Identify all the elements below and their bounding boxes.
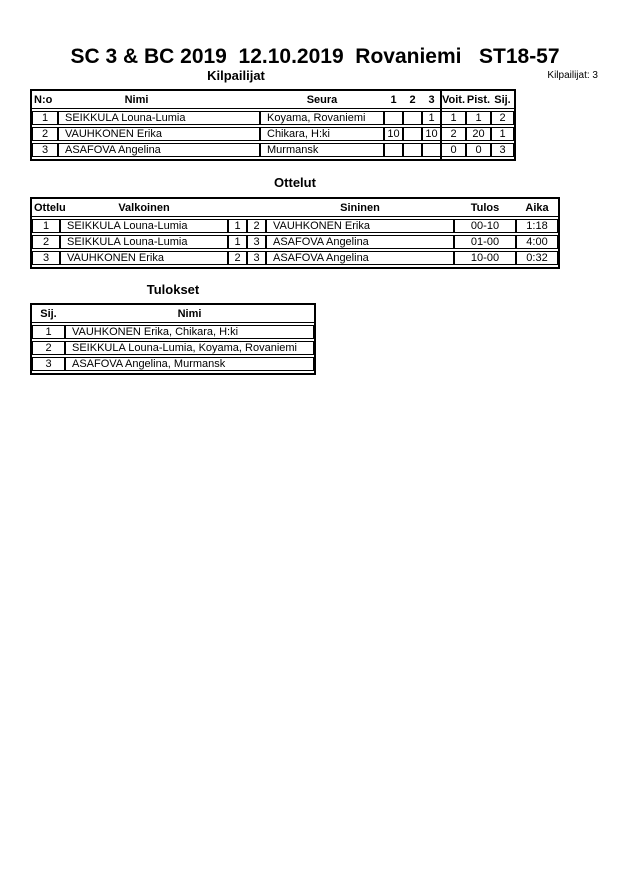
cell-placement: 3 (491, 143, 514, 157)
result-row (32, 357, 314, 371)
col-header-no: N:o (34, 94, 53, 106)
col-header-round2: 2 (409, 94, 416, 106)
col-header-round1: 1 (390, 94, 397, 106)
cell-white-no: 1 (228, 235, 247, 249)
cell-round3: 10 (422, 127, 441, 141)
cell-round1 (384, 143, 403, 157)
col-header-nimi: Nimi (124, 94, 149, 106)
col-header-round3: 3 (428, 94, 435, 106)
col-header-pist: Pist. (466, 94, 491, 106)
col-header-white-no (228, 201, 247, 216)
cell-club: Koyama, Rovaniemi (260, 111, 384, 125)
cell-result: 10-00 (454, 251, 516, 265)
result-row (32, 341, 314, 355)
cell-points: 1 (466, 111, 491, 125)
cell-match-no: 2 (32, 235, 60, 249)
cell-placement: 1 (491, 127, 514, 141)
cell-result: 01-00 (454, 235, 516, 249)
cell-round2 (403, 127, 422, 141)
result-row (32, 325, 314, 339)
cell-no: 2 (32, 127, 58, 141)
cell-points: 20 (466, 127, 491, 141)
cell-name: VAUHKONEN Erika (58, 127, 260, 141)
cell-round3 (422, 143, 441, 157)
match-row (32, 235, 558, 249)
cell-placement: 2 (32, 341, 65, 355)
thick-column-separator (440, 91, 442, 159)
cell-time: 0:32 (516, 251, 558, 265)
cell-no: 3 (32, 143, 58, 157)
cell-white-name: SEIKKULA Louna-Lumia (60, 219, 228, 233)
cell-white-no: 1 (228, 219, 247, 233)
col-header-ottelu: Ottelu (34, 202, 66, 214)
cell-round1 (384, 111, 403, 125)
cell-blue-no: 3 (247, 235, 266, 249)
cell-white-name: SEIKKULA Louna-Lumia (60, 235, 228, 249)
cell-blue-name: ASAFOVA Angelina (266, 251, 454, 265)
cell-name: SEIKKULA Louna-Lumia (58, 111, 260, 125)
section-title-ottelut: Ottelut (274, 175, 316, 190)
col-header-sij: Sij. (40, 308, 57, 320)
cell-blue-no: 2 (247, 219, 266, 233)
cell-round3: 1 (422, 111, 441, 125)
cell-match-no: 3 (32, 251, 60, 265)
cell-blue-name: VAUHKONEN Erika (266, 219, 454, 233)
cell-name-club: ASAFOVA Angelina, Murmansk (65, 357, 314, 371)
results-header-row (32, 307, 314, 323)
cell-wins: 1 (441, 111, 466, 125)
competition-title: SC 3 & BC 2019 12.10.2019 Rovaniemi ST18-57 (70, 45, 560, 68)
cell-wins: 2 (441, 127, 466, 141)
matches-header-row (32, 201, 558, 217)
cell-white-name: VAUHKONEN Erika (60, 251, 228, 265)
cell-match-no: 1 (32, 219, 60, 233)
cell-club: Chikara, H:ki (260, 127, 384, 141)
match-row (32, 219, 558, 233)
cell-time: 4:00 (516, 235, 558, 249)
col-header-valkoinen: Valkoinen (118, 202, 170, 214)
cell-name-club: VAUHKONEN Erika, Chikara, H:ki (65, 325, 314, 339)
col-header-voit: Voit. (441, 94, 465, 106)
final-results-table (30, 303, 316, 375)
cell-placement: 1 (32, 325, 65, 339)
cell-round2 (403, 111, 422, 125)
cell-wins: 0 (441, 143, 466, 157)
cell-white-no: 2 (228, 251, 247, 265)
competitor-count-label: Kilpailijat: 3 (547, 70, 598, 81)
cell-placement: 2 (491, 111, 514, 125)
cell-round1: 10 (384, 127, 403, 141)
match-row (32, 251, 558, 265)
col-header-seura: Seura (306, 94, 338, 106)
section-title-kilpailijat: Kilpailijat (207, 68, 265, 83)
competitors-table (30, 89, 516, 161)
cell-name-club: SEIKKULA Louna-Lumia, Koyama, Rovaniemi (65, 341, 314, 355)
cell-points: 0 (466, 143, 491, 157)
col-header-blue-no (247, 201, 266, 216)
col-header-nimi: Nimi (177, 308, 202, 320)
section-title-tulokset: Tulokset (146, 282, 200, 297)
cell-time: 1:18 (516, 219, 558, 233)
col-header-tulos: Tulos (470, 202, 500, 214)
cell-blue-name: ASAFOVA Angelina (266, 235, 454, 249)
col-header-aika: Aika (525, 202, 549, 214)
col-header-sininen: Sininen (340, 202, 380, 214)
cell-blue-no: 3 (247, 251, 266, 265)
col-header-sij: Sij. (494, 94, 511, 106)
cell-name: ASAFOVA Angelina (58, 143, 260, 157)
cell-round2 (403, 143, 422, 157)
cell-no: 1 (32, 111, 58, 125)
matches-table (30, 197, 560, 269)
cell-club: Murmansk (260, 143, 384, 157)
cell-placement: 3 (32, 357, 65, 371)
cell-result: 00-10 (454, 219, 516, 233)
